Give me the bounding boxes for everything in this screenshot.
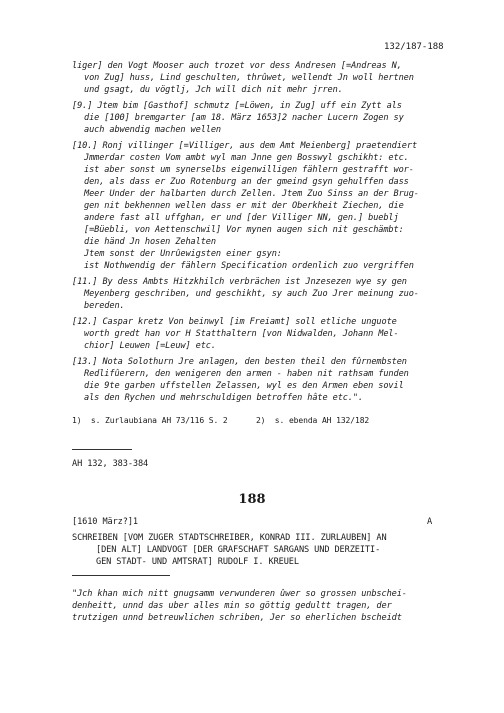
body-line: Meer Under der halbarten durch Zellen. Jtem Zuo Sinss an der Brug-	[84, 189, 419, 199]
heading-line: [DEN ALT] LANDVOGT [DER GRAFSCHAFT SARGANS UND DERZEITI-	[96, 545, 381, 555]
body-line: ist aber sonst um synerselbs eigenwilligen fählern gestrafft wor-	[84, 165, 414, 175]
date-letter: A	[427, 517, 433, 527]
page-reference: 132/187-188	[384, 42, 444, 52]
body-line: chior] Leuwen [=Leuw] etc.	[84, 341, 216, 351]
archive-reference: AH 132, 383-384	[72, 459, 149, 469]
body-line: Redlifûerern, den wenigeren den armen - haben nit rathsam funden	[84, 369, 409, 379]
body-line: als den Rychen und mehrschuldigen betroffen hâte etc.".	[84, 393, 364, 403]
body-line: und gsagt, du vögtlj, Jch will dich nit mehr jrren.	[84, 85, 343, 95]
body-line: [13.] Nota Solothurn Jre anlagen, den besten theil den fûrnembsten	[72, 357, 407, 367]
date-line: [1610 März?]1	[72, 517, 138, 527]
body-line: worth gredt han vor H Statthaltern [von Nidwalden, Johann Mel-	[84, 329, 399, 339]
body-line: den, als dass er Zuo Rotenburg an der gmeind gsyn gehulffen dass	[84, 177, 409, 187]
body-line: die händ Jn hosen Zehalten	[84, 237, 216, 247]
body-line: gen nit bekhennen wellen dass er mit der Oberkheit Ziechen, die	[84, 201, 404, 211]
document-number: 188	[238, 492, 266, 507]
body-line: [11.] By dess Ambts Hitzkhilch verbrächen ist Jnzesezen wye sy gen	[72, 277, 407, 287]
body-line: [10.] Ronj villinger [=Villiger, aus dem Amt Meienberg] praetendiert	[72, 141, 418, 151]
body-line: [9.] Jtem bim [Gasthof] schmutz [=Löwen, in Zug] uff ein Zytt als	[72, 101, 402, 111]
body-line: andere fast all uffghan, er und [der Villiger NN, gen.] bueblj	[84, 213, 399, 223]
heading-line: SCHREIBEN [VOM ZUGER STADTSCHREIBER, KONRAD III. ZURLAUBEN] AN	[72, 533, 387, 543]
body-line: die [100] bremgarter [am 18. März 1653]2 nacher Lucern Zogen sy	[84, 113, 404, 123]
body-line: von Zug] huss, Lind geschulten, thrûwet, wellendt Jn woll hertnen	[84, 73, 414, 83]
quote-line: denheitt, unnd das uber alles min so göttig gedultt tragen, der	[72, 601, 392, 611]
body-line: [12.] Caspar kretz Von beinwyl [im Freiamt] soll etliche unguote	[72, 317, 397, 327]
body-line: bereden.	[84, 301, 125, 311]
divider	[72, 575, 170, 576]
body-line: liger] den Vogt Mooser auch trozet vor dess Andresen [=Andreas N,	[72, 61, 402, 71]
body-line: die 9te garben uffstellen Zelassen, wyl es den Armen eben sovil	[84, 381, 404, 391]
body-line: ist Nothwendig der fählern Specification ordenlich zuo vergriffen	[84, 261, 414, 271]
divider	[72, 449, 132, 450]
body-line: auch abwendig machen wellen	[84, 125, 221, 135]
body-line: Jmmerdar costen Vom ambt wyl man Jnne gen Bosswyl gschikht: etc.	[84, 153, 409, 163]
body-line: Meyenberg geschriben, und geschikht, sy auch Zuo Jrer meinung zuo-	[84, 289, 419, 299]
footnotes: 1) s. Zurlaubiana AH 73/116 S. 2 2) s. ebenda AH 132/182	[72, 416, 370, 425]
heading-line: GEN STADT- UND AMTSRAT] RUDOLF I. KREUEL	[96, 557, 299, 567]
quote-line: trutzigen unnd betreuwlichen schriben, Jer so eherlichen bscheidt	[72, 613, 402, 623]
quote-line: "Jch khan mich nitt gnugsamm verwunderen ûwer so grossen unbschei-	[72, 589, 407, 599]
body-line: Jtem sonst der Unrûewigsten einer gsyn:	[84, 249, 282, 259]
body-line: [=Büebli, von Aettenschwil] Vor mynen augen sich nit geschämbt:	[84, 225, 404, 235]
